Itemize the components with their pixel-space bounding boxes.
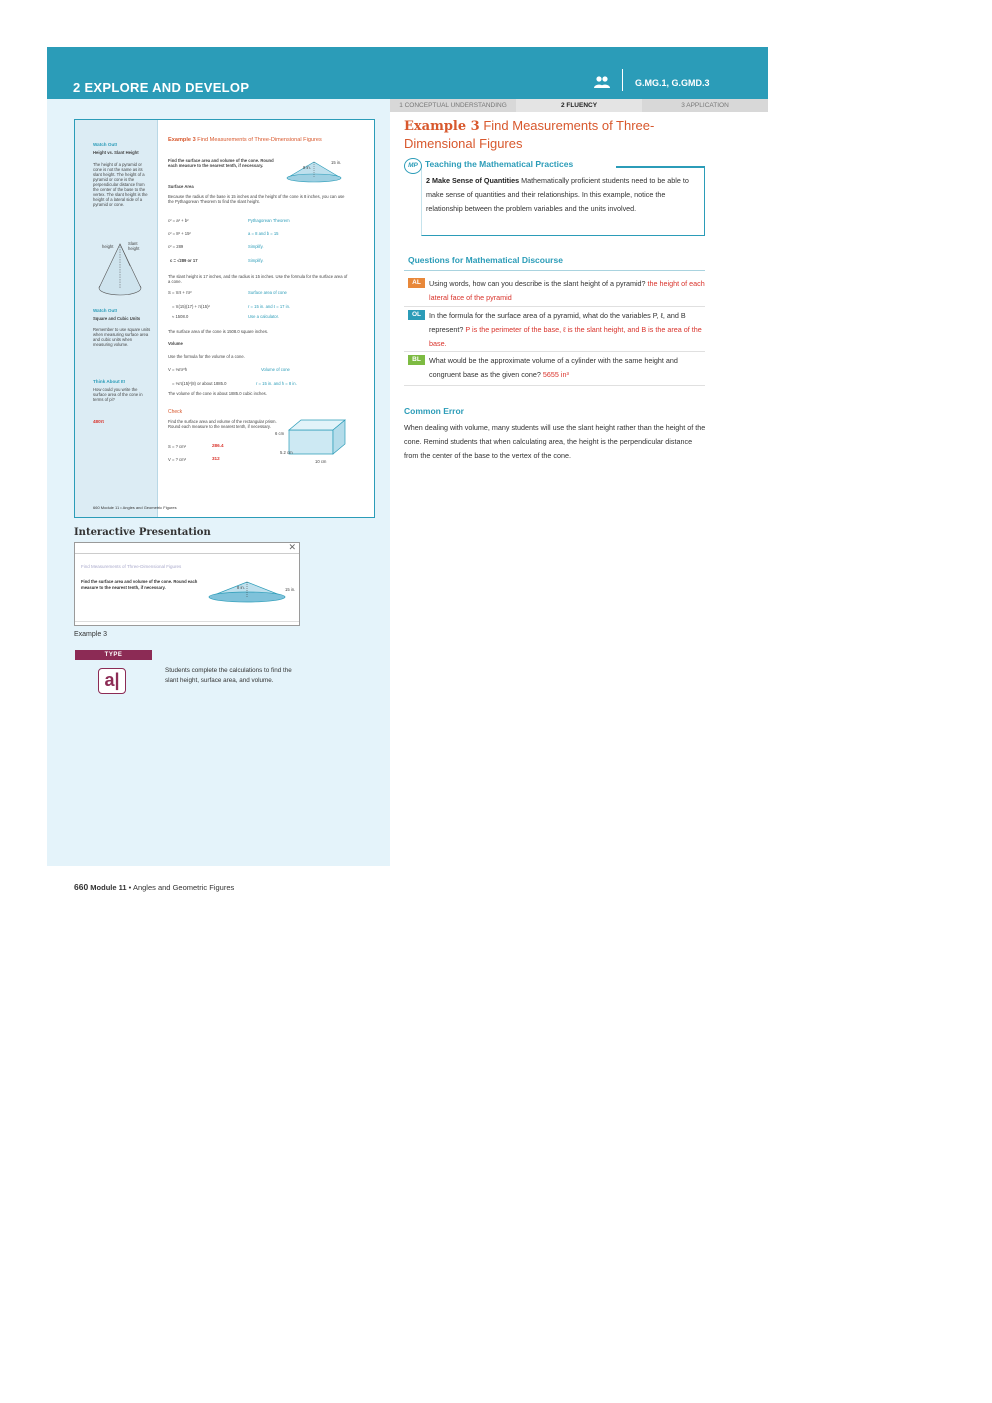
close-icon[interactable]: ✕	[288, 542, 296, 552]
question-text: In the formula for the surface area of a pyramid, what do the variables P, ℓ, and B represent?	[429, 311, 686, 334]
level-tabs	[390, 99, 768, 112]
mp-badge-icon: MP	[404, 158, 422, 174]
thumbnail-example-heading	[168, 137, 348, 144]
question-text: Using words, how can you describe is the slant height of a pyramid?	[429, 279, 646, 288]
step-2-note: a = 8 and b = 15	[248, 231, 279, 236]
header-divider	[622, 69, 623, 91]
thumbnail-example-title: Find Measurements of Three-Dimensional Figures	[197, 137, 322, 143]
module-label: Module 11	[90, 883, 127, 892]
step-1: c² = a² + b²	[168, 218, 189, 223]
discourse-question-al	[408, 277, 705, 305]
thumbnail-cone-h: 15 in.	[331, 160, 342, 165]
sa-step-3-note: Use a calculator.	[248, 314, 279, 319]
type-text-icon: a|	[98, 668, 126, 694]
level-badge-ol: OL	[408, 310, 425, 320]
watch-out-1-head: Height vs. Slant Height	[93, 150, 139, 155]
level-fluency: 2 FLUENCY	[516, 99, 642, 112]
section-header	[47, 47, 768, 99]
example-title: Find Measurements of Three-Dimensional Figures	[404, 118, 655, 151]
type-badge: TYPE	[75, 650, 152, 660]
teaching-rule	[616, 166, 705, 168]
level-application: 3 APPLICATION	[681, 102, 729, 109]
question-divider	[404, 351, 705, 352]
discourse-question-ol	[408, 309, 705, 351]
interactive-presentation-title: Interactive Presentation	[74, 527, 211, 538]
group-icon	[593, 75, 611, 89]
preview-cone-icon	[205, 577, 295, 605]
discourse-rule	[404, 270, 705, 271]
student-page-thumbnail	[74, 119, 375, 518]
discourse-title: Questions for Mathematical Discourse	[408, 255, 563, 265]
vol-step-2-note: r = 15 in. and h = 8 in.	[256, 381, 297, 386]
prism-depth: 5.2 cm	[280, 450, 293, 455]
watch-out-2-title: Watch Out!	[93, 308, 118, 313]
question-text: What would be the approximate volume of a cylinder with the same height and congruent base as the given cone?	[429, 356, 678, 379]
prism-diagram-icon	[287, 418, 349, 460]
surface-area-head: Surface Area	[168, 184, 194, 189]
thumbnail-example-label: Example 3	[168, 137, 196, 143]
page-footer	[74, 882, 234, 892]
step-1-note: Pythagorean Theorem	[248, 218, 290, 223]
sa-step-3: ≈ 1508.0	[172, 314, 189, 319]
teaching-practices-box	[404, 158, 705, 236]
chapter-title: Angles and Geometric Figures	[132, 883, 235, 892]
level-conceptual: 1 CONCEPTUAL UNDERSTANDING	[399, 102, 507, 109]
preview-caption: Example 3	[74, 631, 108, 638]
preview-toolbar	[75, 543, 299, 554]
section-title: 2 EXPLORE AND DEVELOP	[73, 80, 250, 95]
vol-step-1: V = ⅓πr²h	[168, 367, 188, 372]
preview-prompt: Find the surface area and volume of the cone. Round each measure to the nearest tenth, if necessary.	[81, 579, 198, 590]
question-answer: P is the perimeter of the base, ℓ is the slant height, and B is the area of the base.	[429, 325, 702, 348]
check-prompt: Find the surface area and volume of the rectangular prism. Round each measure to the nearest tenth, if necessary.	[168, 419, 277, 429]
preview-footer-bar	[75, 621, 299, 625]
thumbnail-cone-r: 8 in.	[303, 165, 311, 170]
step-4: c = √289 or 17	[170, 258, 198, 263]
slant-text: The slant height is 17 inches, and the radius is 15 inches. Use the formula for the surface area of a cone.	[168, 274, 348, 284]
cone-height-label: height	[102, 244, 114, 249]
check-v: V = ? cm³	[168, 457, 187, 462]
common-error-body: When dealing with volume, many students will use the slant height rather than the height of the cone. Remind students that when calculating area, the height is the perpendicular distance from the center of the base to the vertex of the cone.	[404, 423, 706, 460]
cone-slant-label: Slant height	[128, 241, 140, 251]
question-answer: the height of each lateral face of the pyramid	[429, 279, 705, 302]
preview-heading: Find Measurements of Three-Dimensional Figures	[81, 564, 182, 569]
level-badge-bl: BL	[408, 355, 425, 365]
step-2: c² = 8² + 15²	[168, 231, 191, 236]
type-description: Students complete the calculations to find the slant height, surface area, and volume.	[165, 667, 292, 684]
step-4-note: Simplify.	[248, 258, 264, 263]
thumbnail-footer: 660 Module 11 • Angles and Geometric Figures	[93, 505, 177, 510]
think-about-it-title: Think About It!	[93, 379, 126, 384]
vol-step-2: = ⅓π(15)²(8) or about 1885.0	[172, 381, 227, 386]
check-v-answer: 312	[212, 456, 220, 461]
prism-width: 10 cm	[315, 459, 327, 464]
sa-intro: Because the radius of the base is 15 inches and the height of the cone is 8 inches, you can use the Pythagorean Theorem to find the slant height.	[168, 194, 345, 204]
watch-out-1-body: The height of a pyramid or cone is not the same as its slant height. The height of a pyramid or cone is the perpendicular distance from the center of the base to the vertex. The slant height is the height of a lateral side of a pyramid or cone.	[93, 162, 148, 207]
example-label: Example 3	[404, 119, 480, 134]
standards-label: G.MG.1, G.GMD.3	[635, 78, 710, 88]
page-number: 660	[74, 882, 89, 892]
teaching-title: Teaching the Mathematical Practices	[425, 159, 574, 169]
check-s: S = ? cm²	[168, 444, 187, 449]
common-error-title: Common Error	[404, 406, 464, 416]
teaching-text: Mathematically proficient students need to be able to make sense of quantities and their relationships. In this example, notice the relationship between the problem variables and the units involved.	[426, 176, 689, 213]
think-about-it-answer: 480π	[93, 419, 105, 424]
teaching-body	[426, 174, 701, 216]
watch-out-2-body: Remember to use square units when measuring surface area and cubic units when measuring volume.	[93, 327, 151, 347]
footer-separator: •	[128, 883, 132, 892]
sa-result: The surface area of the cone is 1508.0 square inches.	[168, 329, 269, 334]
question-divider	[404, 306, 705, 307]
step-3-note: Simplify.	[248, 244, 264, 249]
sa-step-1-note: Surface area of cone	[248, 290, 287, 295]
step-3: c² = 289	[168, 244, 184, 249]
check-title: Check	[168, 409, 183, 415]
watch-out-1-title: Watch Out!	[93, 142, 118, 147]
vol-intro: Use the formula for the volume of a cone.	[168, 354, 245, 359]
sa-step-2-note: r = 15 in. and ℓ = 17 in.	[248, 304, 291, 309]
vol-result: The volume of the cone is about 1885.0 cubic inches.	[168, 391, 267, 396]
example-heading	[404, 117, 704, 152]
think-about-it-body: How could you write the surface area of the cone in terms of pi?	[93, 387, 143, 402]
level-badge-al: AL	[408, 278, 425, 288]
vol-step-1-note: Volume of cone	[261, 367, 290, 372]
question-divider	[404, 385, 705, 386]
thumbnail-prompt: Find the surface area and volume of the cone. Round each measure to the nearest tenth, if necessary.	[168, 158, 274, 168]
preview-cone-r: 8 in.	[237, 585, 245, 590]
interactive-presentation-preview[interactable]	[74, 542, 300, 626]
preview-cone-h: 15 in.	[285, 587, 296, 592]
volume-head: Volume	[168, 341, 183, 346]
sa-step-2: = π(15)(17) + π(15)²	[172, 304, 210, 309]
prism-height: 6 cm	[275, 431, 285, 436]
question-answer: 5655 in³	[542, 370, 569, 379]
discourse-question-bl	[408, 354, 705, 382]
watch-out-2-head: Square and Cubic Units	[93, 316, 141, 321]
sa-step-1: S = πrℓ + πr²	[168, 290, 192, 295]
teaching-lead: 2 Make Sense of Quantities	[426, 176, 520, 185]
check-s-answer: 286.4	[212, 443, 224, 448]
